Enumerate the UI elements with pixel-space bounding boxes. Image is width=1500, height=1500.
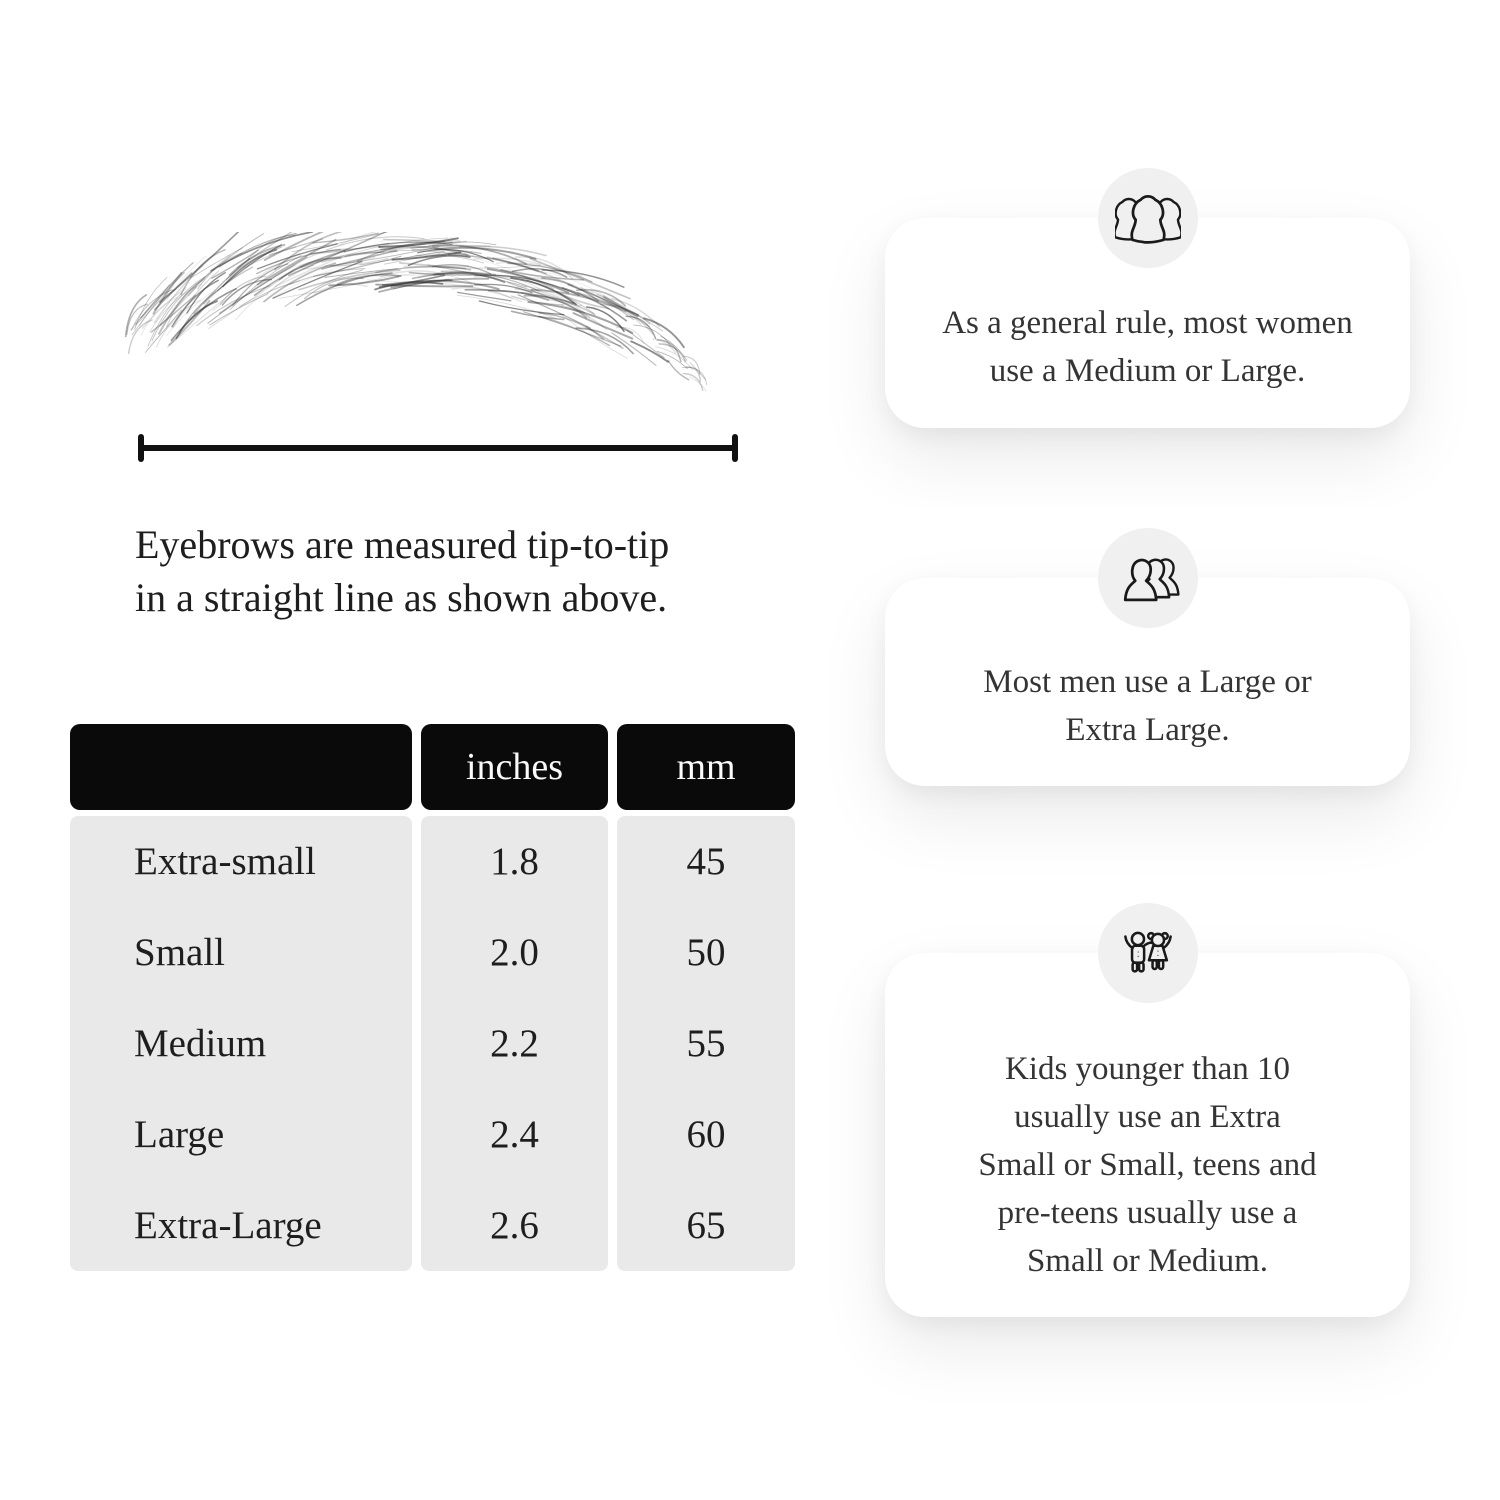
table-cell-inches: 1.8 [490,840,539,883]
men-card-line-2: Extra Large. [1065,712,1230,748]
table-cell-inches: 2.4 [490,1113,539,1156]
table-cell-mm: 65 [686,1204,726,1247]
men-group-icon [1098,528,1198,628]
kids-card-line-2: usually use an Extra [1014,1099,1281,1135]
measurement-ruler [138,434,738,462]
ruler-right-cap [732,434,738,462]
men-group-glyph [1115,547,1181,609]
table-cell-inches: 2.0 [490,931,539,974]
size-table [70,724,795,1271]
caption-line-1: Eyebrows are measured tip-to-tip [135,522,670,567]
ruler-left-cap [138,434,144,462]
women-group-icon [1098,168,1198,268]
eyebrow-drawing [100,232,740,417]
info-card-men [885,578,1410,786]
table-cell-mm: 50 [686,931,726,974]
children-glyph [1117,924,1179,982]
women-card-line-1: As a general rule, most women [942,305,1353,341]
table-cell-inches: 2.2 [490,1022,539,1065]
table-column-mm [617,816,795,1271]
table-row-label: Medium [134,1022,267,1065]
table-header-mm: mm [617,724,795,810]
info-card-women [885,218,1410,428]
caption-line-2: in a straight line as shown above. [135,575,668,620]
table-cell-mm: 45 [686,840,726,883]
kids-card-line-5: Small or Medium. [1026,1243,1269,1279]
table-header-size [70,724,412,810]
kids-card-line-4: pre-teens usually use a [997,1195,1298,1231]
table-column-inches [421,816,608,1271]
info-card-kids [885,953,1410,1317]
table-column-labels [70,816,412,1271]
kids-card-line-3: Small or Small, teens and [978,1147,1317,1183]
kids-card-line-1: Kids younger than 10 [1004,1051,1291,1087]
table-row-label: Large [134,1113,225,1156]
table-cell-mm: 55 [686,1022,726,1065]
measurement-caption [135,518,669,624]
ruler-line [138,445,738,451]
women-card-text [942,299,1353,395]
table-row-label: Extra-small [134,840,316,883]
kids-card-text [978,1045,1316,1285]
women-group-glyph [1115,187,1181,249]
men-card-text [983,658,1311,754]
men-card-line-1: Most men use a Large or [983,664,1312,700]
eyebrow-illustration [100,232,740,417]
table-cell-mm: 60 [686,1113,726,1156]
table-cell-inches: 2.6 [490,1204,539,1247]
table-row-label: Small [134,931,226,974]
table-header-inches: inches [421,724,608,810]
children-icon [1098,903,1198,1003]
table-row-label: Extra-Large [134,1204,322,1247]
women-card-line-2: use a Medium or Large. [989,353,1306,389]
